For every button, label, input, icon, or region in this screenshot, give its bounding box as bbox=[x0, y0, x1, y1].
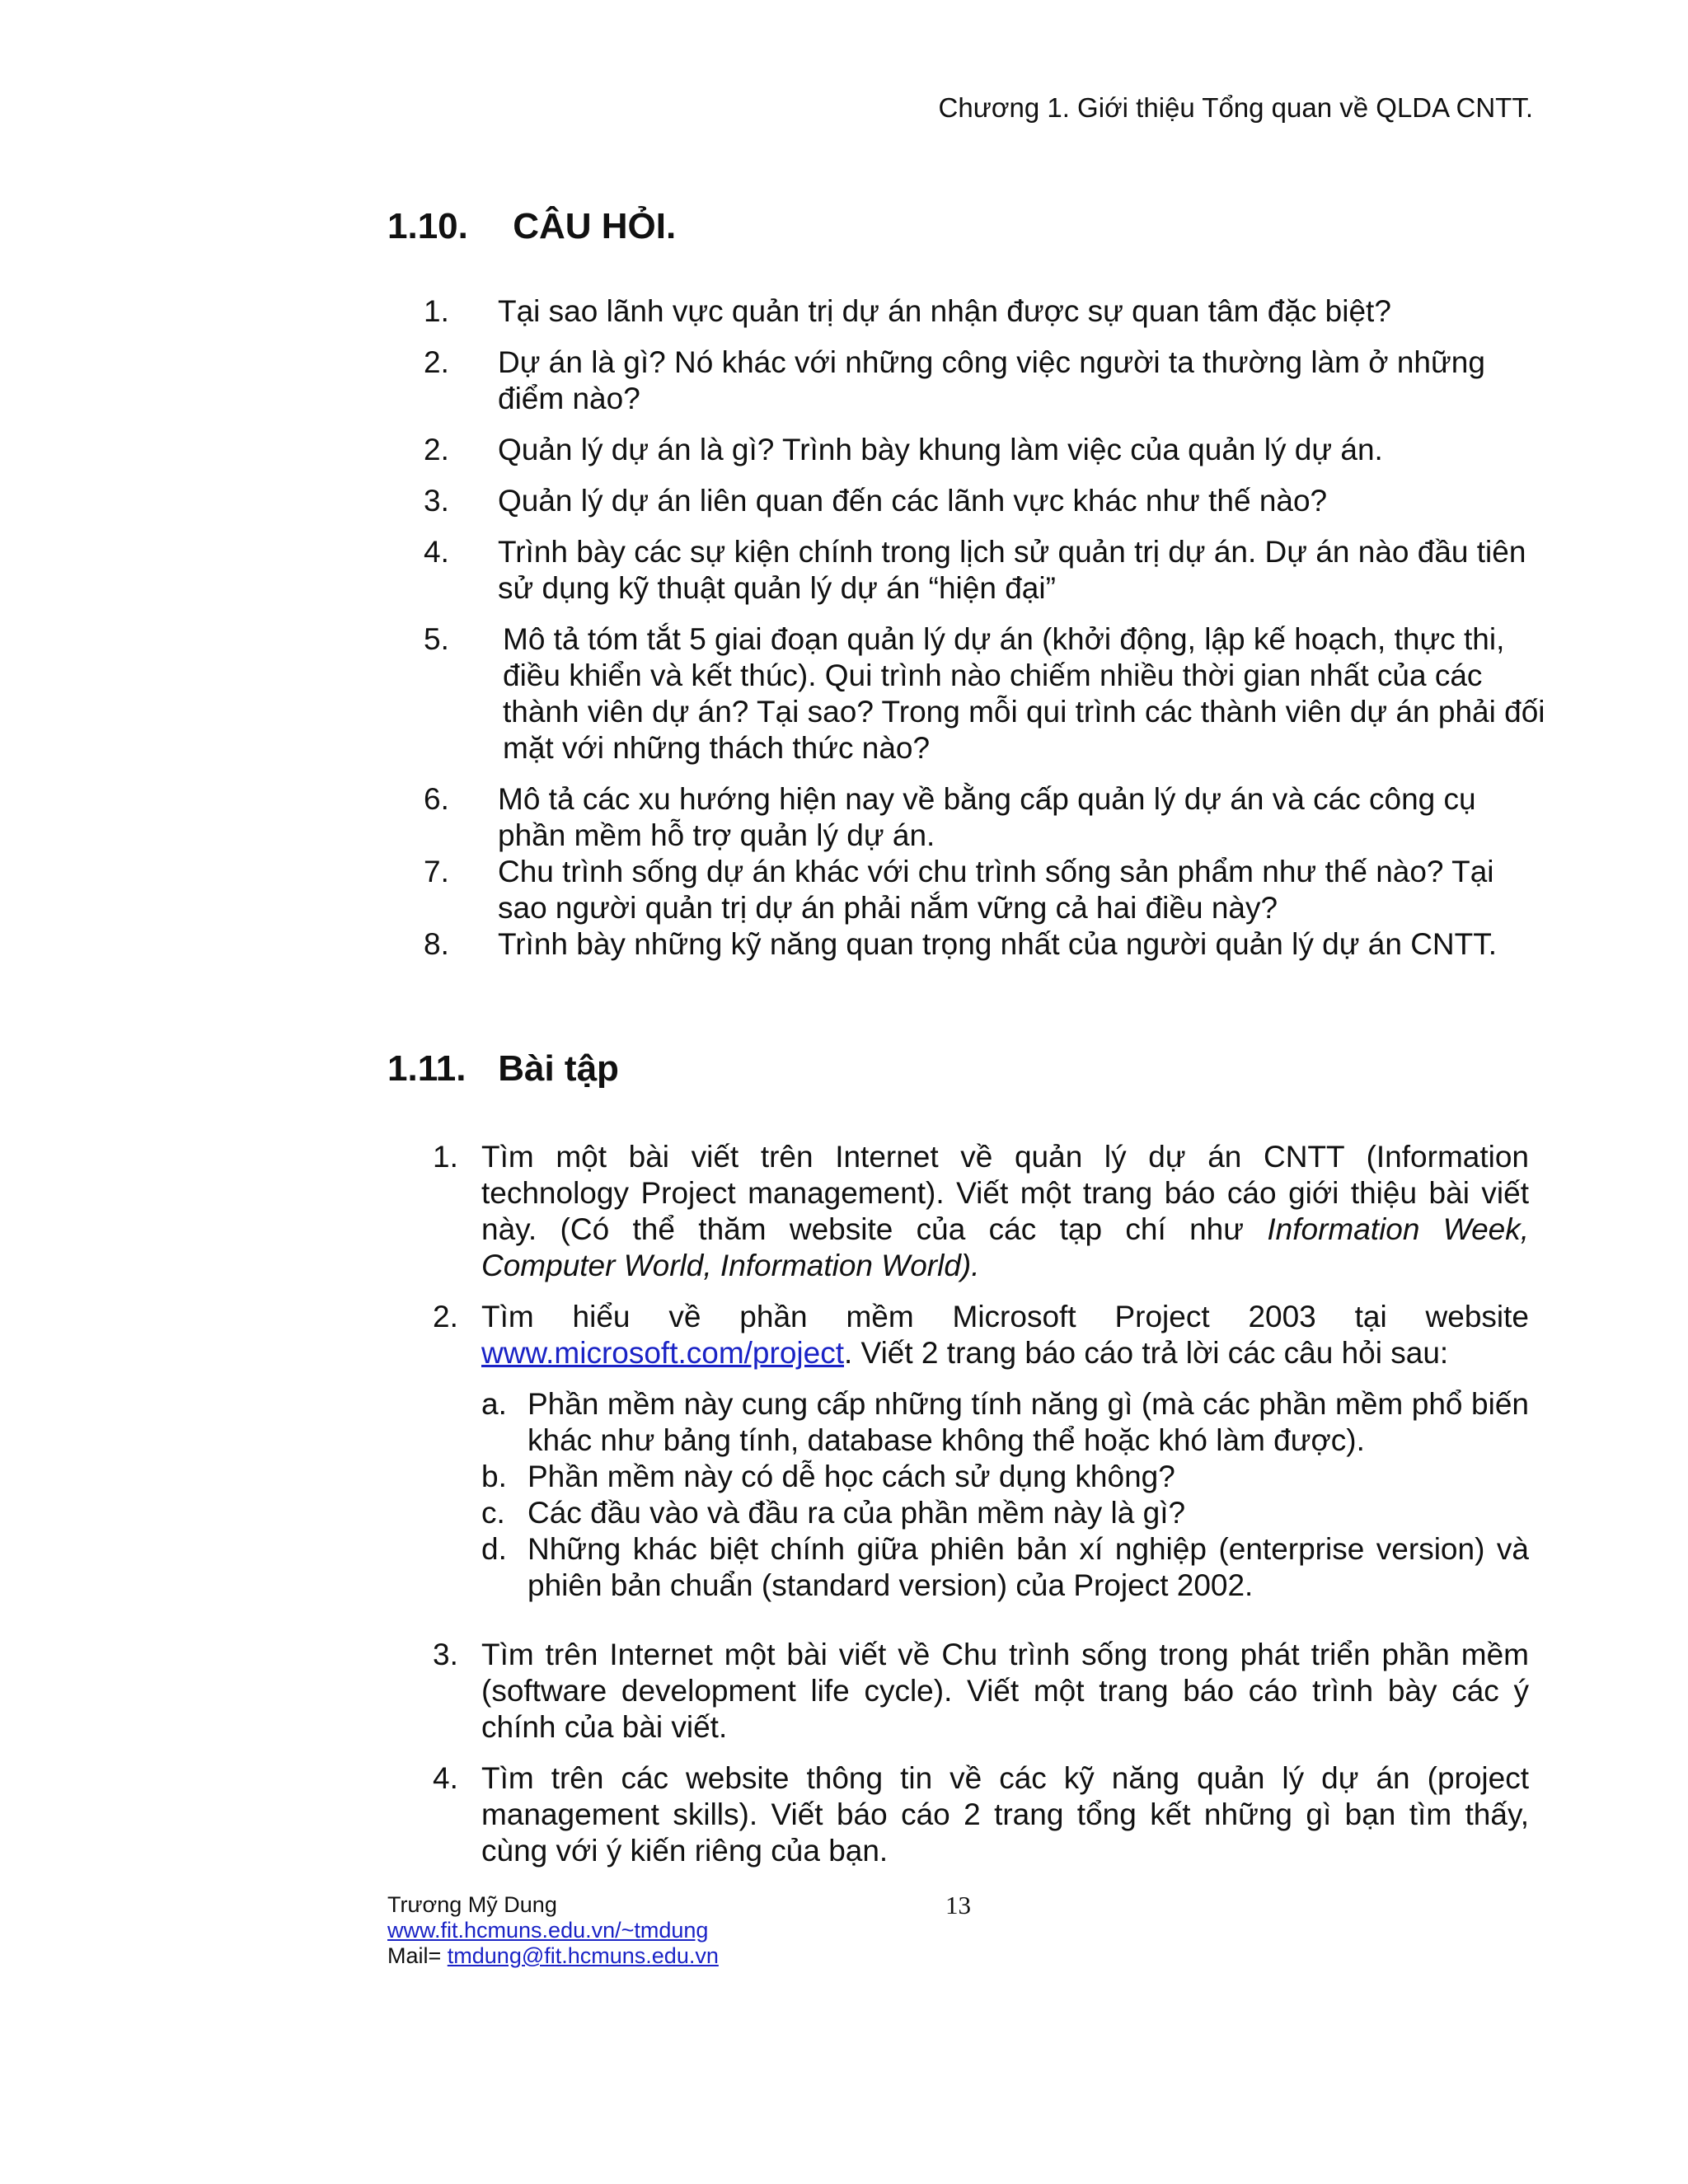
question-text: Dự án là gì? Nó khác với những công việc người ta thường làm ở những điểm nào? bbox=[498, 345, 1485, 415]
question-text: Quản lý dự án là gì? Trình bày khung làm việc của quản lý dự án. bbox=[498, 433, 1383, 466]
section-title-text: CÂU HỎI. bbox=[513, 206, 677, 246]
exercise-line-text: . Viết 2 trang báo cáo trả lời các câu hỏi sau: bbox=[844, 1336, 1449, 1370]
exercise-number: 2. bbox=[433, 1300, 458, 1333]
question-number: 5. bbox=[424, 622, 449, 656]
exercise-line-text: này. (Có thể thăm website của các tạp chí như bbox=[481, 1212, 1268, 1246]
exercise-number: 1. bbox=[433, 1140, 458, 1174]
question-text: Trình bày các sự kiện chính trong lịch sử quản trị dự án. Dự án nào đầu tiên sử dụng kỹ thuật quản lý dự án “hiện đại” bbox=[498, 535, 1526, 605]
section-title-exercises bbox=[387, 1048, 619, 1090]
exercise-line: Tìm hiểu về phần mềm Microsoft Project 2003 tại website bbox=[481, 1300, 1529, 1333]
sub-item-label: c. bbox=[481, 1496, 505, 1530]
question-number: 3. bbox=[424, 484, 449, 518]
sub-item-text: Phần mềm này cung cấp những tính năng gì (mà các phần mềm phổ biến khác như bảng tính, database không thể hoặc khó làm được). bbox=[528, 1387, 1529, 1457]
sub-item-label: d. bbox=[481, 1532, 507, 1566]
question-number: 1. bbox=[424, 294, 449, 328]
exercise-number: 4. bbox=[433, 1761, 458, 1795]
exercise-text bbox=[481, 1139, 1529, 1284]
question-text: Tại sao lãnh vực quản trị dự án nhận được sự quan tâm đặc biệt? bbox=[498, 294, 1391, 328]
question-text: Chu trình sống dự án khác với chu trình sống sản phẩm như thế nào? Tại sao người quản trị dự án phải nắm vững cả hai điều này? bbox=[498, 855, 1494, 925]
exercise-text: Tìm trên các website thông tin về các kỹ năng quản lý dự án (project management skills). Viết báo cáo 2 trang tổng kết những gì bạn tìm thấy, cùng với ý kiến riêng của bạn. bbox=[481, 1761, 1529, 1868]
question-text: Trình bày những kỹ năng quan trọng nhất của người quản lý dự án CNTT. bbox=[498, 927, 1498, 961]
exercise-line: Tìm một bài viết trên Internet về quản lý dự án CNTT (Information bbox=[481, 1140, 1529, 1174]
exercise-line: technology Project management). Viết một trang báo cáo giới thiệu bài viết bbox=[481, 1176, 1529, 1210]
exercise-line bbox=[481, 1212, 1529, 1248]
section-number: 1.10. bbox=[387, 206, 468, 246]
footer-author-block bbox=[387, 1892, 719, 1969]
question-text: Quản lý dự án liên quan đến các lãnh vực khác như thế nào? bbox=[498, 484, 1328, 518]
question-number: 2. bbox=[424, 345, 449, 379]
sub-item-text: Những khác biệt chính giữa phiên bản xí nghiệp (enterprise version) và phiên bản chuẩn (standard version) của Project 2002. bbox=[528, 1532, 1529, 1602]
running-header: Chương 1. Giới thiệu Tổng quan về QLDA CNTT. bbox=[938, 92, 1533, 123]
question-text: Mô tả tóm tắt 5 giai đoạn quản lý dự án (khởi động, lập kế hoạch, thực thi, điều khiển và kết thúc). Qui trình nào chiếm nhiều thời gian nhất của các thành viên dự án? Tại sao? Trong mỗi qui trình các thành viên dự án phải đối mặt với những thách thức nào? bbox=[503, 622, 1545, 765]
page-number: 13 bbox=[945, 1891, 971, 1919]
footer-website-link[interactable]: www.fit.hcmuns.edu.vn/~tmdung bbox=[387, 1918, 709, 1943]
exercise-number: 3. bbox=[433, 1638, 458, 1671]
footer-mail bbox=[387, 1943, 719, 1969]
footer-author: Trương Mỹ Dung bbox=[387, 1892, 557, 1917]
sub-item-text: Phần mềm này có dễ học cách sử dụng không? bbox=[528, 1460, 1175, 1493]
section-number: 1.11. bbox=[387, 1048, 467, 1089]
section-title-text: Bài tập bbox=[498, 1048, 619, 1089]
exercise-text: Tìm trên Internet một bài viết về Chu trình sống trong phát triển phần mềm (software development life cycle). Viết một trang báo cáo trình bày các ý chính của bài viết. bbox=[481, 1638, 1529, 1744]
sub-item-label: a. bbox=[481, 1387, 507, 1421]
footer-mail-label: Mail= bbox=[387, 1943, 448, 1968]
section-title-questions bbox=[387, 206, 676, 247]
footer-mail-link[interactable]: tmdung@fit.hcmuns.edu.vn bbox=[447, 1943, 719, 1968]
sub-item-text: Các đầu vào và đầu ra của phần mềm này là gì? bbox=[528, 1496, 1186, 1530]
journal-names: Computer World, Information World). bbox=[481, 1249, 980, 1282]
question-number: 4. bbox=[424, 535, 449, 569]
question-number: 6. bbox=[424, 782, 449, 816]
question-text: Mô tả các xu hướng hiện nay về bằng cấp quản lý dự án và các công cụ phần mềm hỗ trợ quản lý dự án. bbox=[498, 782, 1476, 852]
exercise-line bbox=[481, 1336, 1448, 1370]
exercise-text bbox=[481, 1299, 1529, 1371]
question-number: 8. bbox=[424, 927, 449, 961]
question-number: 7. bbox=[424, 855, 449, 888]
journal-names: Information Week, bbox=[1267, 1212, 1530, 1246]
question-number: 2. bbox=[424, 433, 449, 466]
sub-item-label: b. bbox=[481, 1460, 507, 1493]
microsoft-project-link[interactable]: www.microsoft.com/project bbox=[481, 1336, 844, 1370]
